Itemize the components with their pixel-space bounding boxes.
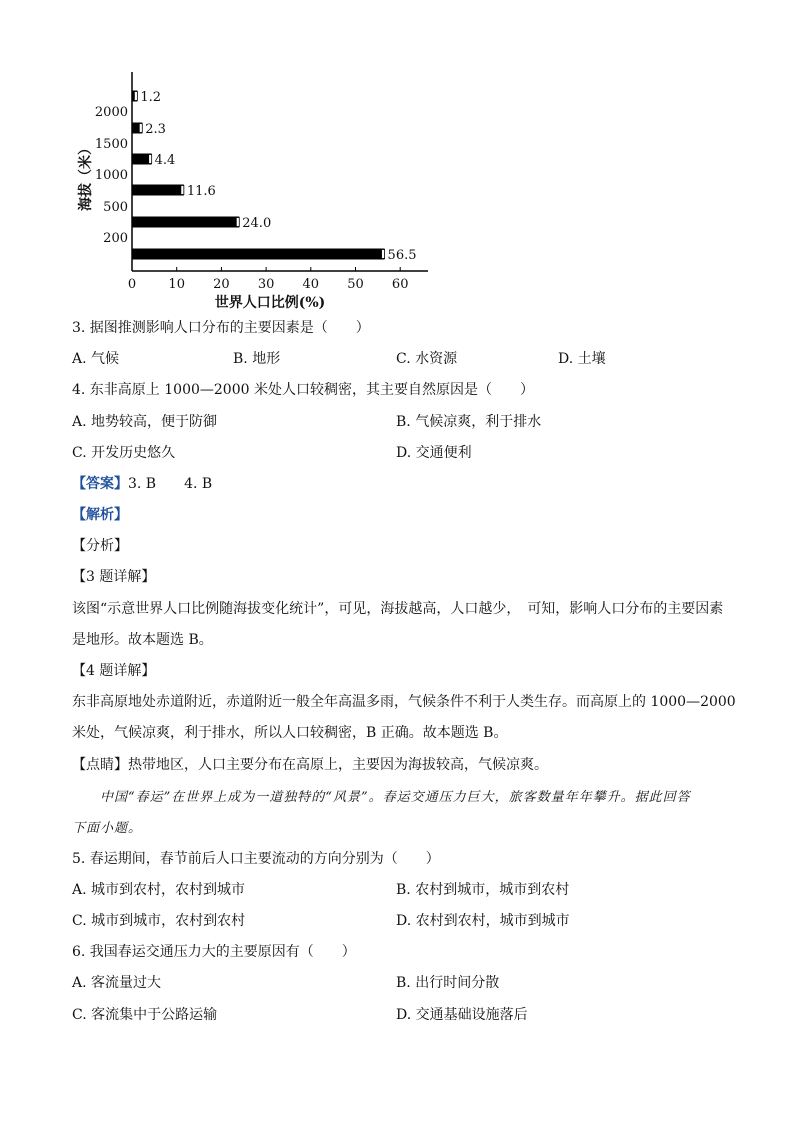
q5-option-b: B. 农村到城市，城市到农村	[396, 882, 570, 898]
dianjing-line	[72, 754, 548, 774]
q4-option-c: C. 开发历史悠久	[72, 445, 176, 461]
q4-detail-line2: 米处，气候凉爽，利于排水，所以人口较稠密，B 正确。故本题选 B。	[72, 725, 508, 741]
q3-stem: 3. 据图推测影响人口分布的主要因素是（ ）	[72, 320, 370, 336]
q6-option-c: C. 客流集中于公路运输	[72, 1007, 218, 1023]
q4-option-b: B. 气候凉爽，利于排水	[396, 414, 542, 430]
dianjing-text: 热带地区，人口主要分布在高原上，主要因为海拔较高，气候凉爽。	[128, 757, 548, 773]
bar-label-4: 24.0	[242, 216, 272, 231]
bar-label-3: 11.6	[186, 184, 216, 199]
x-tick-label-0: 0	[127, 277, 137, 292]
analysis-tag: 【解析】	[72, 507, 128, 523]
y-tick-label-3: 500	[103, 200, 128, 215]
q3-detail-line1: 该图“示意世界人口比例随海拔变化统计”，可见，海拔越高，人口越少， 可知，影响人口分布的主要因素	[72, 601, 724, 617]
y-axis-label: 海拔（米）	[78, 141, 94, 211]
q6-option-a: A. 客流量过大	[72, 975, 162, 991]
x-tick-label-1: 10	[168, 277, 185, 292]
bar-5	[132, 249, 385, 260]
q3-option-a: A. 气候	[72, 351, 120, 367]
passage-line1: 中国“春运”在世界上成为一道独特的“风景”。春运交通压力巨大，旅客数量年年攀升。据此回答	[100, 790, 691, 805]
answer-line	[72, 473, 212, 493]
bar-4	[132, 217, 239, 228]
dianjing-tag: 【点睛】	[72, 757, 128, 773]
bar-label-2: 4.4	[154, 153, 176, 168]
passage-line2: 下面小题。	[72, 821, 143, 836]
x-tick-label-2: 20	[213, 277, 230, 292]
q5-option-a: A. 城市到农村，农村到城市	[72, 882, 246, 898]
bar-end-cap-5	[382, 250, 385, 259]
bar-end-cap-3	[181, 186, 184, 195]
q3-detail-tag: 【3 题详解】	[72, 569, 156, 585]
q4-detail-line1: 东非高原地处赤道附近，赤道附近一般全年高温多雨，气候条件不利于人类生存。而高原上的 1000—2000	[72, 694, 736, 710]
q4-option-d: D. 交通便利	[396, 445, 472, 461]
altitude-population-chart	[70, 66, 440, 316]
bar-end-cap-2	[149, 155, 152, 164]
bar-label-5: 56.5	[387, 248, 417, 263]
q4-detail-tag: 【4 题详解】	[72, 663, 156, 679]
y-tick-label-2: 1000	[94, 168, 128, 183]
q3-option-c: C. 水资源	[396, 351, 458, 367]
x-axis-label: 世界人口比例(%)	[214, 295, 326, 311]
q5-option-d: D. 农村到农村，城市到城市	[396, 913, 570, 929]
bar-end-cap-0	[134, 92, 137, 101]
bar-3	[132, 185, 184, 196]
q6-option-d: D. 交通基础设施落后	[396, 1007, 528, 1023]
bar-label-0: 1.2	[140, 90, 162, 105]
bar-label-1: 2.3	[145, 122, 166, 137]
fenxi-tag: 【分析】	[72, 538, 128, 554]
bar-end-cap-1	[139, 124, 142, 133]
q6-stem: 6. 我国春运交通压力大的主要原因有（ ）	[72, 944, 356, 960]
q3-option-d: D. 土壤	[558, 351, 606, 367]
x-tick-label-6: 60	[391, 277, 409, 292]
q5-option-c: C. 城市到城市，农村到农村	[72, 913, 246, 929]
x-tick-label-3: 30	[257, 277, 275, 292]
answer-tag: 【答案】	[72, 476, 128, 492]
bar-end-cap-4	[236, 218, 239, 227]
x-tick-label-5: 50	[347, 277, 364, 292]
q5-stem: 5. 春运期间，春节前后人口主要流动的方向分别为（ ）	[72, 851, 440, 867]
q3-option-b: B. 地形	[233, 351, 281, 367]
y-tick-label-4: 200	[103, 231, 128, 246]
y-tick-label-0: 2000	[94, 105, 128, 120]
answer-text: 3. B 4. B	[128, 476, 213, 492]
q4-stem: 4. 东非高原上 1000—2000 米处人口较稠密，其主要自然原因是（ ）	[72, 382, 534, 398]
q6-option-b: B. 出行时间分散	[396, 975, 500, 991]
q4-option-a: A. 地势较高，便于防御	[72, 414, 218, 430]
q3-detail-line2: 是地形。故本题选 B。	[72, 632, 213, 648]
x-tick-label-4: 40	[302, 277, 320, 292]
y-tick-label-1: 1500	[94, 137, 128, 152]
